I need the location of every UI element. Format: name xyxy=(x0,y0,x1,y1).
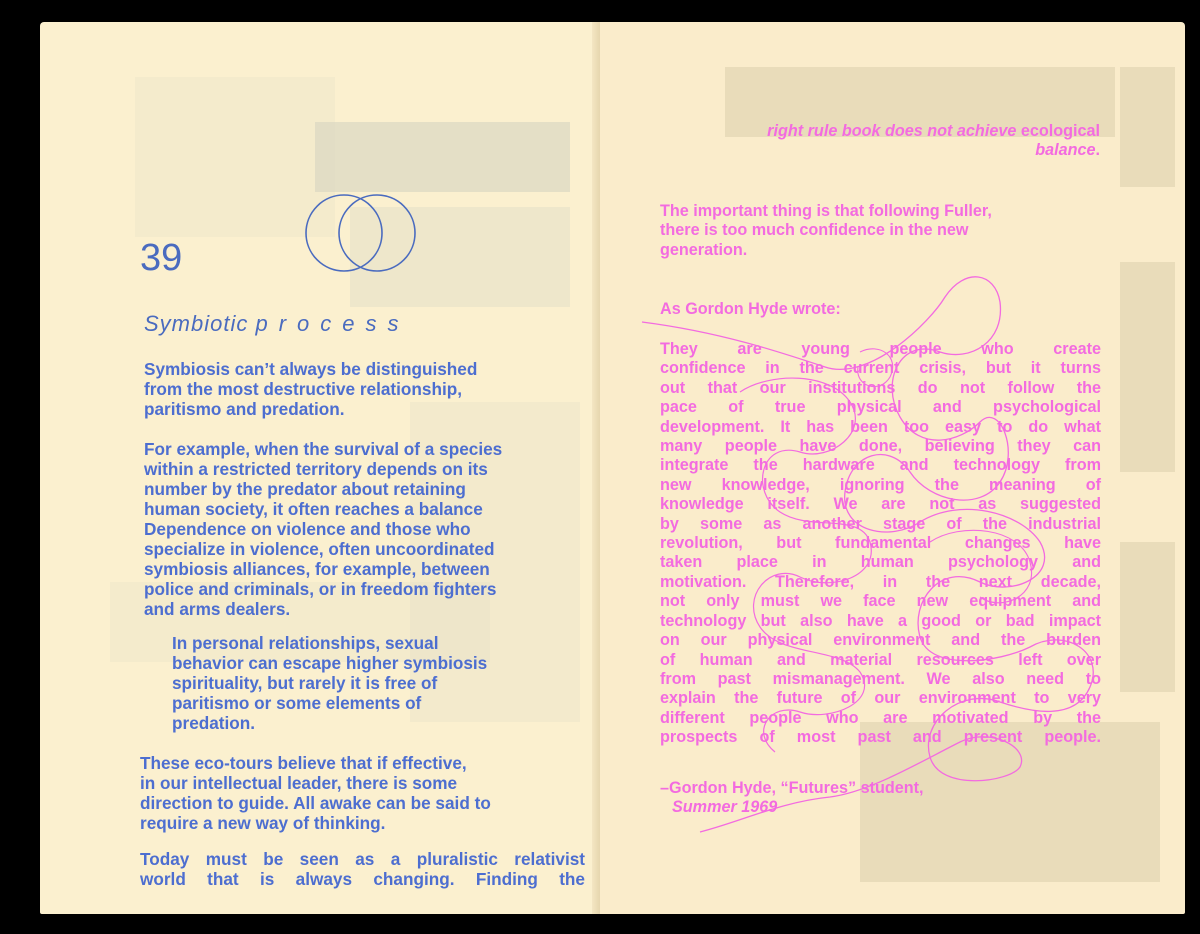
text-line: from the most destructive relationship, xyxy=(144,379,463,399)
show-through-image xyxy=(315,122,570,192)
text-line: within a restricted territory depends on its xyxy=(144,459,488,479)
text-line: revolution, but fundamental changes have xyxy=(660,534,1101,553)
text-line: confidence in the current crisis, but it turns xyxy=(660,359,1101,378)
paragraph-1 xyxy=(144,359,564,419)
text-line: motivation. Therefore, in the next decade, xyxy=(660,572,1101,591)
heading-word-2: process xyxy=(255,311,410,336)
paragraph-3-indented xyxy=(172,633,552,733)
text-line: pace of true physical and psychological xyxy=(660,398,1101,417)
right-page xyxy=(600,22,1185,914)
text-line: of human and material resources left over xyxy=(660,650,1101,669)
text-line: These eco-tours believe that if effective, xyxy=(140,753,467,773)
text-line: They are young people who create xyxy=(660,340,1101,358)
text-line: technology but also have a good or bad impact xyxy=(660,611,1101,630)
page-number: 39 xyxy=(140,237,183,279)
italic-run: right rule book does not achieve xyxy=(767,122,1017,140)
text-run: . xyxy=(1095,141,1100,160)
text-line: development. It has been too easy to do what xyxy=(660,417,1101,436)
paragraph-2 xyxy=(144,439,584,619)
text-line: world that is always changing. Finding the xyxy=(140,869,585,889)
text-line: Today must be seen as a pluralistic relativist xyxy=(140,849,585,869)
text-line: human society, it often reaches a balance xyxy=(144,499,483,519)
text-line: there is too much confidence in the new xyxy=(660,221,969,240)
text-line: and arms dealers. xyxy=(144,599,291,619)
text-line: taken place in human psychology and xyxy=(660,553,1101,572)
text-line: require a new way of thinking. xyxy=(140,813,386,833)
text-line: new knowledge, ignoring the meaning of xyxy=(660,475,1101,494)
text-line: predation. xyxy=(172,713,256,733)
text-line: many people have done, believing they can xyxy=(660,437,1101,456)
text-line: by some as another stage of the industrial xyxy=(660,514,1101,533)
text-line: integrate the hardware and technology from xyxy=(660,456,1101,475)
text-line: explain the future of our environment to very xyxy=(660,689,1101,708)
text-line: different people who are motivated by the xyxy=(660,708,1101,727)
attribution: –Gordon Hyde, “Futures” student, xyxy=(660,779,924,797)
text-line: from past mismanagement. We also need to xyxy=(660,669,1101,688)
text-line: direction to guide. All awake can be said to xyxy=(140,793,491,813)
text-line: out that our institutions do not follow the xyxy=(660,378,1101,397)
text-line: not only must we face new equipment and xyxy=(660,592,1101,611)
text-line: For example, when the survival of a species xyxy=(144,439,503,459)
text-line: police and criminals, or in freedom fighters xyxy=(144,579,497,599)
left-page xyxy=(40,22,598,914)
as-gordon-line: As Gordon Hyde wrote: xyxy=(660,300,841,318)
text-line: Dependence on violence and those who xyxy=(144,519,471,539)
text-line: specialize in violence, often uncoordinated xyxy=(144,539,495,559)
text-line: spirituality, but rarely it is free of xyxy=(172,673,438,693)
text-line: paritismo or some elements of xyxy=(172,693,422,713)
text-line: symbiosis alliances, for example, between xyxy=(144,559,490,579)
text-line: Symbiosis can’t always be distinguished xyxy=(144,359,478,379)
scribble-drawing xyxy=(600,22,1185,914)
text-line: number by the predator about retaining xyxy=(144,479,466,499)
text-line: paritismo and predation. xyxy=(144,399,345,419)
text-line: in our intellectual leader, there is some xyxy=(140,773,458,793)
heading-word-1: Symbiotic xyxy=(144,311,249,336)
paragraph-5 xyxy=(140,849,585,889)
text-line: knowledge itself. We are not as suggested xyxy=(660,495,1101,514)
section-heading xyxy=(144,311,410,337)
text-line: In personal relationships, sexual xyxy=(172,633,439,653)
italic-run: balance xyxy=(1035,141,1096,160)
paragraph-4 xyxy=(140,753,580,833)
overlapping-circles-icon xyxy=(302,189,442,279)
text-line: on our physical environment and the burden xyxy=(660,631,1101,650)
text-line: behavior can escape higher symbiosis xyxy=(172,653,488,673)
text-line: The important thing is that following Fuller, xyxy=(660,202,992,220)
text-line: generation. xyxy=(660,240,748,259)
text-run: ecological xyxy=(1016,122,1100,140)
text-line: prospects of most past and present people. xyxy=(660,728,1101,747)
attribution-date: Summer 1969 xyxy=(672,798,778,816)
